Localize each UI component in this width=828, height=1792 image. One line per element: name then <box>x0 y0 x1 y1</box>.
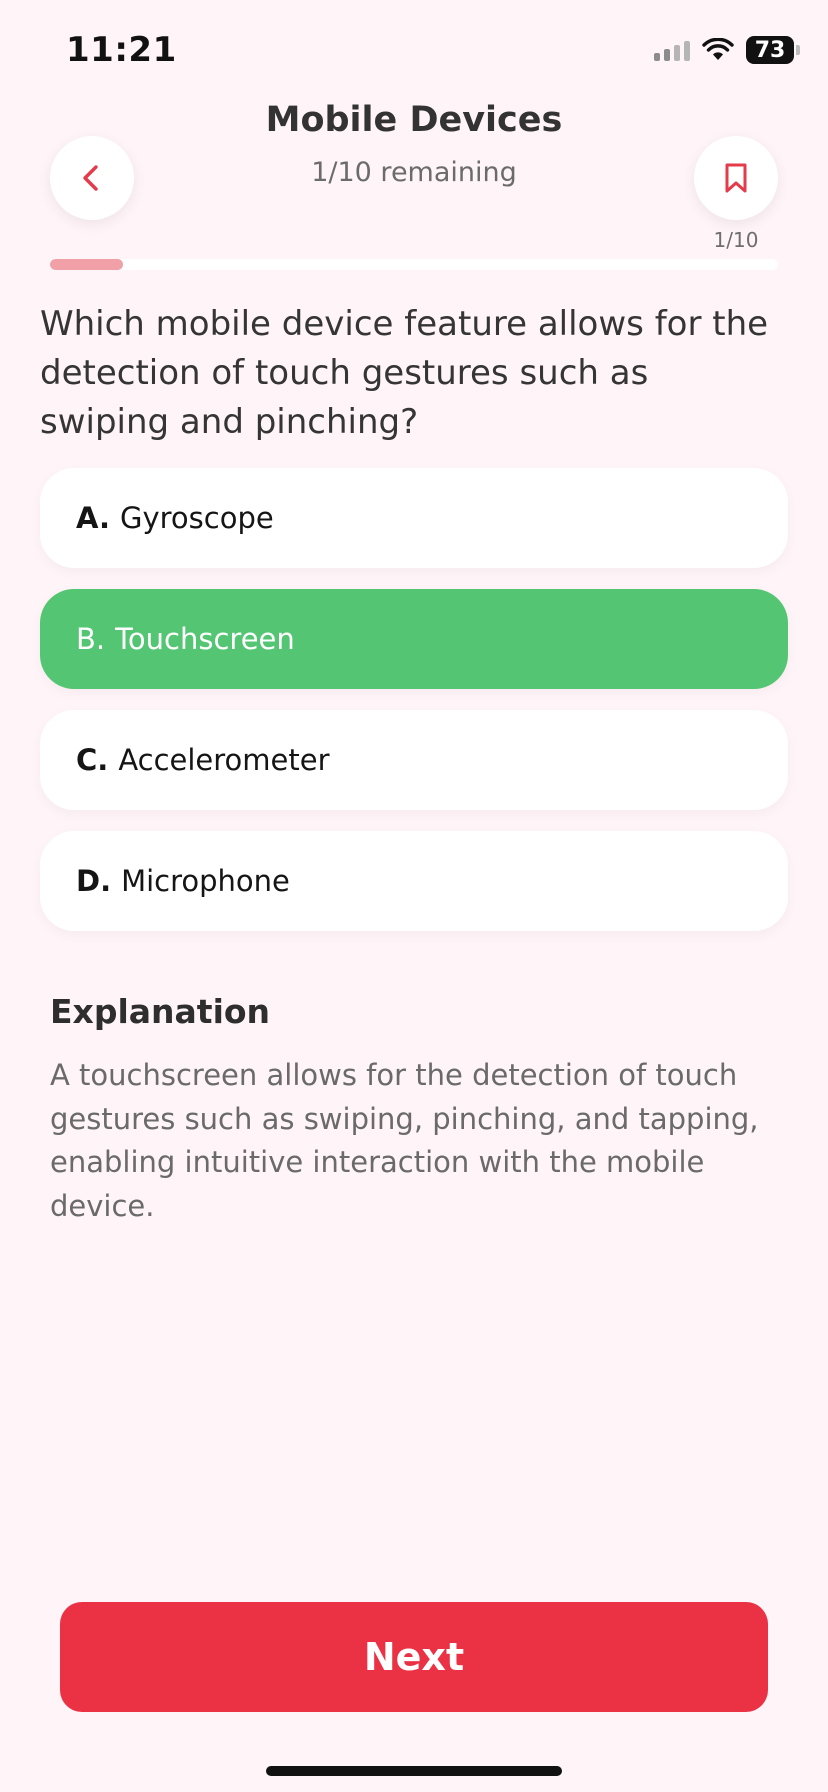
back-button[interactable] <box>50 136 134 220</box>
bookmark-count: 1/10 <box>713 228 759 252</box>
progress-bar <box>50 259 778 270</box>
option-d[interactable] <box>40 831 788 931</box>
option-label: Microphone <box>121 864 290 898</box>
cellular-signal-icon <box>654 39 690 61</box>
question-text: Which mobile device feature allows for the detection of touch gestures such as swiping and pinching? <box>40 304 769 442</box>
option-a[interactable] <box>40 468 788 568</box>
wifi-icon <box>702 38 734 62</box>
page-title: Mobile Devices <box>265 100 563 140</box>
status-time: 11:21 <box>66 30 177 70</box>
battery-icon <box>746 36 794 64</box>
option-letter: C. <box>76 743 109 777</box>
option-label: Accelerometer <box>118 743 330 777</box>
chevron-left-icon <box>75 161 109 195</box>
status-icons <box>654 34 794 66</box>
option-letter: B. <box>76 622 106 656</box>
explanation-title: Explanation <box>50 992 271 1031</box>
bookmark-icon <box>721 161 751 195</box>
option-label: Gyroscope <box>120 501 274 535</box>
status-bar <box>0 0 828 100</box>
progress-fill <box>50 259 123 270</box>
remaining-count: 1/10 remaining <box>311 157 517 188</box>
option-letter: A. <box>76 501 110 535</box>
home-indicator <box>266 1766 562 1776</box>
next-button[interactable]: Next <box>60 1602 768 1712</box>
option-label: Touchscreen <box>115 622 295 656</box>
bookmark-button[interactable] <box>694 136 778 220</box>
option-b[interactable] <box>40 589 788 689</box>
battery-level: 73 <box>754 37 786 63</box>
option-letter: D. <box>76 864 112 898</box>
option-c[interactable] <box>40 710 788 810</box>
explanation-text: A touchscreen allows for the detection of touch gestures such as swiping, pinching, and tapping, enabling intuitive interaction with the mobile device. <box>50 1058 759 1223</box>
